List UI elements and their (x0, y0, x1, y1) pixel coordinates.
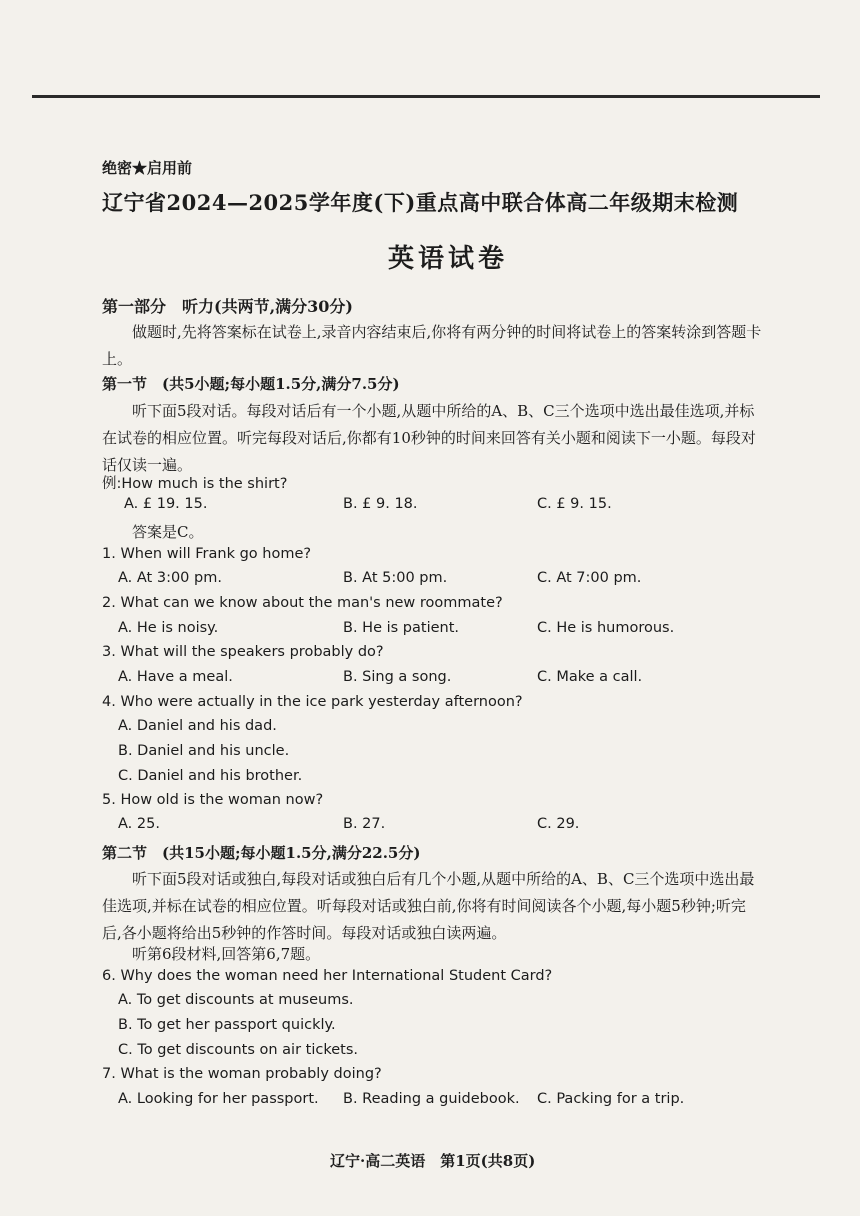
question-3: 3. What will the speakers probably do? (102, 644, 384, 660)
question-4: 4. Who were actually in the ice park yesterday afternoon? (102, 694, 523, 710)
question-7-option-c: C. Packing for a trip. (537, 1091, 685, 1107)
question-3-option-c: C. Make a call. (537, 669, 643, 685)
question-4-option-a: A. Daniel and his dad. (118, 718, 277, 734)
part1-title: 第一部分 听力(共两节,满分30分) (102, 297, 353, 316)
part1-instruction: 做题时,先将答案标在试卷上,录音内容结束后,你将有两分钟的时间将试卷上的答案转涂到答题卡上。 (102, 323, 762, 368)
section1-instruction: 听下面5段对话。每段对话后有一个小题,从题中所给的A、B、C三个选项中选出最佳选项,并标在试卷的相应位置。听完每段对话后,你都有10秒钟的时间来回答有关小题和阅读下一小题。每段对话仅读一遍。 (102, 402, 756, 474)
section2-title: 第二节 (共15小题;每小题1.5分,满分22.5分) (102, 844, 421, 862)
question-5-option-c: C. 29. (537, 816, 580, 832)
question-6: 6. Why does the woman need her International Student Card? (102, 968, 553, 984)
question-7: 7. What is the woman probably doing? (102, 1066, 382, 1082)
question-5: 5. How old is the woman now? (102, 792, 324, 808)
question-7-option-a: A. Looking for her passport. (118, 1091, 319, 1107)
question-1-option-a: A. At 3:00 pm. (118, 570, 222, 586)
question-7-option-b: B. Reading a guidebook. (343, 1091, 520, 1107)
question-1-option-b: B. At 5:00 pm. (343, 570, 448, 586)
question-2-option-a: A. He is noisy. (118, 620, 219, 636)
question-6-option-b: B. To get her passport quickly. (118, 1017, 336, 1033)
question-3-option-a: A. Have a meal. (118, 669, 233, 685)
exam-title: 辽宁省2024—2025学年度(下)重点高中联合体高二年级期末检测 (102, 190, 739, 215)
question-5-option-a: A. 25. (118, 816, 160, 832)
question-2-option-c: C. He is humorous. (537, 620, 675, 636)
question-1-option-c: C. At 7:00 pm. (537, 570, 642, 586)
subject-title: 英语试卷 (388, 244, 509, 274)
question-2: 2. What can we know about the man's new roommate? (102, 595, 503, 611)
question-4-option-b: B. Daniel and his uncle. (118, 743, 290, 759)
question-1: 1. When will Frank go home? (102, 546, 312, 562)
example-option-b: B. £ 9. 18. (343, 496, 418, 512)
page-footer: 辽宁·高二英语 第1页(共8页) (330, 1152, 536, 1170)
confidential-label: 绝密★启用前 (102, 159, 193, 177)
question-3-option-b: B. Sing a song. (343, 669, 452, 685)
example-option-c: C. £ 9. 15. (537, 496, 612, 512)
material-6-note: 听第6段材料,回答第6,7题。 (132, 945, 321, 963)
section2-instruction: 听下面5段对话或独白,每段对话或独白后有几个小题,从题中所给的A、B、C三个选项中选出最佳选项,并标在试卷的相应位置。听每段对话或独白前,你将有时间阅读各个小题,每小题5秒钟;听完后,各小题将给出5秒钟的作答时间。每段对话或独白读两遍。 (102, 870, 755, 942)
question-5-option-b: B. 27. (343, 816, 386, 832)
question-6-option-a: A. To get discounts at museums. (118, 992, 354, 1008)
example-question: 例:How much is the shirt? (102, 476, 288, 492)
example-answer: 答案是C。 (132, 523, 204, 541)
question-4-option-c: C. Daniel and his brother. (118, 768, 303, 784)
question-2-option-b: B. He is patient. (343, 620, 459, 636)
question-6-option-c: C. To get discounts on air tickets. (118, 1042, 358, 1058)
section1-title: 第一节 (共5小题;每小题1.5分,满分7.5分) (102, 375, 400, 393)
example-option-a: A. £ 19. 15. (124, 496, 208, 512)
